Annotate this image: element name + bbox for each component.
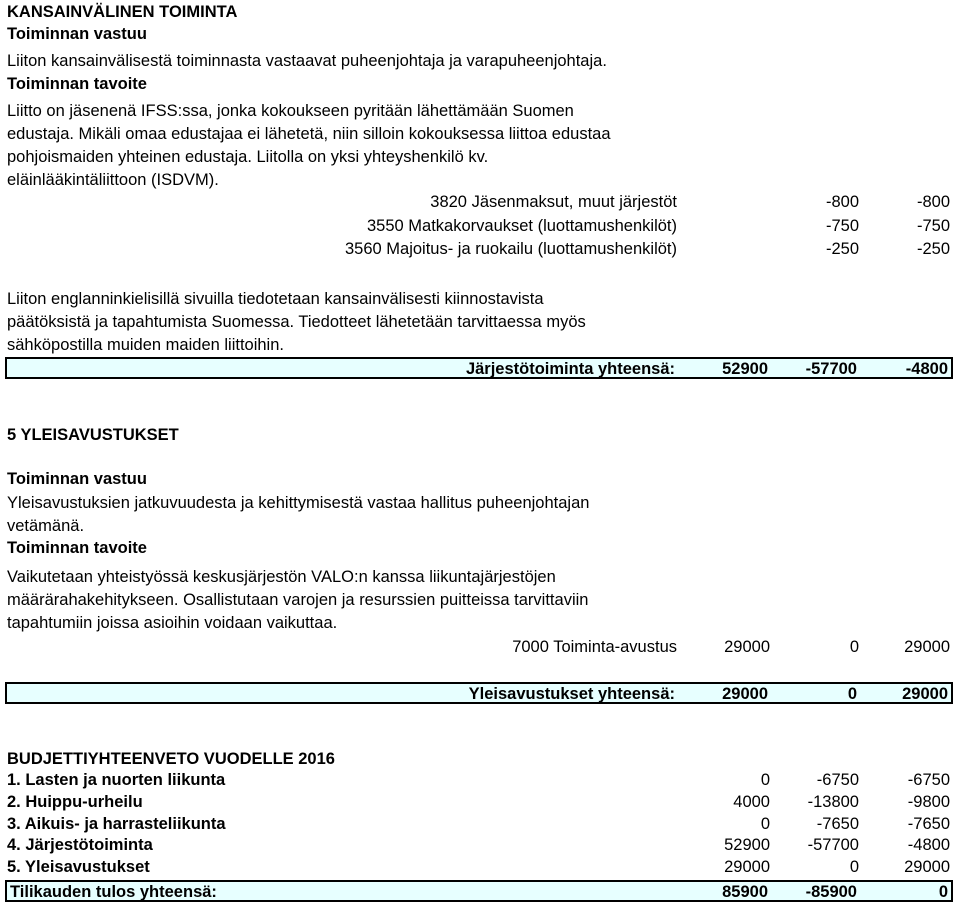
summary-row-expense: 0: [849, 858, 859, 876]
total-income: 29000: [722, 685, 768, 703]
summary-row-income: 0: [760, 815, 770, 833]
total-income: 85900: [722, 883, 768, 901]
budget-row-net: 29000: [904, 638, 950, 656]
summary-row-expense: -6750: [816, 771, 859, 789]
budget-row: [0, 638, 960, 660]
goal-text-line: eläinlääkintäliittoon (ISDVM).: [7, 171, 219, 189]
summary-row: [0, 858, 960, 880]
budget-row-expense: -800: [825, 193, 859, 211]
total-expense: -57700: [805, 360, 857, 378]
responsibility-text-line: vetämänä.: [7, 517, 85, 535]
budget-row-label: 7000 Toiminta-avustus: [512, 638, 677, 656]
budget-row-label: 3560 Majoitus- ja ruokailu (luottamushenkilöt): [345, 240, 677, 258]
total-label: Järjestötoiminta yhteensä:: [465, 360, 675, 378]
budget-row-income: 29000: [724, 638, 770, 656]
goal-text-line: pohjoismaiden yhteinen edustaja. Liitolla on yksi yhteyshenkilö kv.: [7, 148, 489, 166]
summary-row: [0, 815, 960, 837]
org-total-bar: [5, 357, 953, 379]
total-label: Tilikauden tulos yhteensä:: [10, 883, 217, 901]
summary-row-label: 3. Aikuis- ja harrasteliikunta: [7, 815, 226, 833]
summary-row-expense: -13800: [807, 793, 859, 811]
summary-row-expense: -57700: [807, 836, 859, 854]
budget-row-expense: -750: [825, 217, 859, 235]
goal-text-line: Liitto on jäsenenä IFSS:ssa, jonka kokoukseen pyritään lähettämään Suomen: [7, 102, 574, 120]
budget-row: [0, 240, 960, 262]
summary-row-net: -6750: [907, 771, 950, 789]
goal-text-line: tapahtumiin joissa asioihin voidaan vaikuttaa.: [7, 614, 338, 632]
budget-row-label: 3550 Matkakorvaukset (luottamushenkilöt): [367, 217, 677, 235]
grand-total-bar: [5, 880, 953, 902]
budget-row: [0, 217, 960, 239]
responsibility-heading: Toiminnan vastuu: [7, 470, 147, 488]
summary-row-label: 5. Yleisavustukset: [7, 858, 150, 876]
grants-total-bar: [5, 682, 953, 704]
summary-row-net: 29000: [904, 858, 950, 876]
goal-text-line: Vaikutetaan yhteistyössä keskusjärjestön VALO:n kanssa liikuntajärjestöjen: [7, 568, 556, 586]
summary-row: [0, 836, 960, 858]
total-label: Yleisavustukset yhteensä:: [468, 685, 675, 703]
summary-row: [0, 771, 960, 793]
budget-row-net: -250: [916, 240, 950, 258]
summary-row-label: 2. Huippu-urheilu: [7, 793, 143, 811]
budget-row-net: -750: [916, 217, 950, 235]
total-net: 0: [938, 883, 948, 901]
summary-row-income: 29000: [724, 858, 770, 876]
goal-heading: Toiminnan tavoite: [7, 75, 147, 93]
responsibility-heading: Toiminnan vastuu: [7, 25, 147, 43]
total-income: 52900: [722, 360, 768, 378]
goal-text-line: määrärahakehitykseen. Osallistutaan varojen ja resurssien puitteissa tarvittaviin: [7, 591, 589, 609]
summary-row-income: 0: [760, 771, 770, 789]
budget-row-expense: 0: [849, 638, 859, 656]
goal-heading: Toiminnan tavoite: [7, 539, 147, 557]
summary-row-expense: -7650: [816, 815, 859, 833]
budget-row-label: 3820 Jäsenmaksut, muut järjestöt: [430, 193, 677, 211]
section-heading-grants: 5 YLEISAVUSTUKSET: [7, 426, 179, 444]
summary-row-label: 4. Järjestötoiminta: [7, 836, 153, 854]
info-text-line: Liiton englanninkielisillä sivuilla tiedotetaan kansainvälisesti kiinnostavista: [7, 290, 544, 308]
info-text-line: päätöksistä ja tapahtumista Suomessa. Tiedotteet lähetetään tarvittaessa myös: [7, 313, 586, 331]
goal-text-line: edustaja. Mikäli omaa edustajaa ei lähetetä, niin silloin kokouksessa liittoa edustaa: [7, 125, 611, 143]
section-heading-international: KANSAINVÄLINEN TOIMINTA: [7, 3, 238, 21]
total-expense: 0: [847, 685, 857, 703]
summary-row-income: 52900: [724, 836, 770, 854]
total-net: -4800: [905, 360, 948, 378]
summary-row: [0, 793, 960, 815]
summary-heading: BUDJETTIYHTEENVETO VUODELLE 2016: [7, 750, 335, 768]
responsibility-text: Liiton kansainvälisestä toiminnasta vastaavat puheenjohtaja ja varapuheenjohtaja.: [7, 52, 607, 70]
summary-row-income: 4000: [733, 793, 770, 811]
total-expense: -85900: [805, 883, 857, 901]
info-text-line: sähköpostilla muiden maiden liittoihin.: [7, 336, 284, 354]
summary-row-label: 1. Lasten ja nuorten liikunta: [7, 771, 226, 789]
responsibility-text-line: Yleisavustuksien jatkuvuudesta ja kehittymisestä vastaa hallitus puheenjohtajan: [7, 494, 590, 512]
summary-row-net: -4800: [907, 836, 950, 854]
budget-row: [0, 193, 960, 215]
budget-row-net: -800: [916, 193, 950, 211]
budget-row-expense: -250: [825, 240, 859, 258]
summary-row-net: -7650: [907, 815, 950, 833]
summary-row-net: -9800: [907, 793, 950, 811]
total-net: 29000: [902, 685, 948, 703]
